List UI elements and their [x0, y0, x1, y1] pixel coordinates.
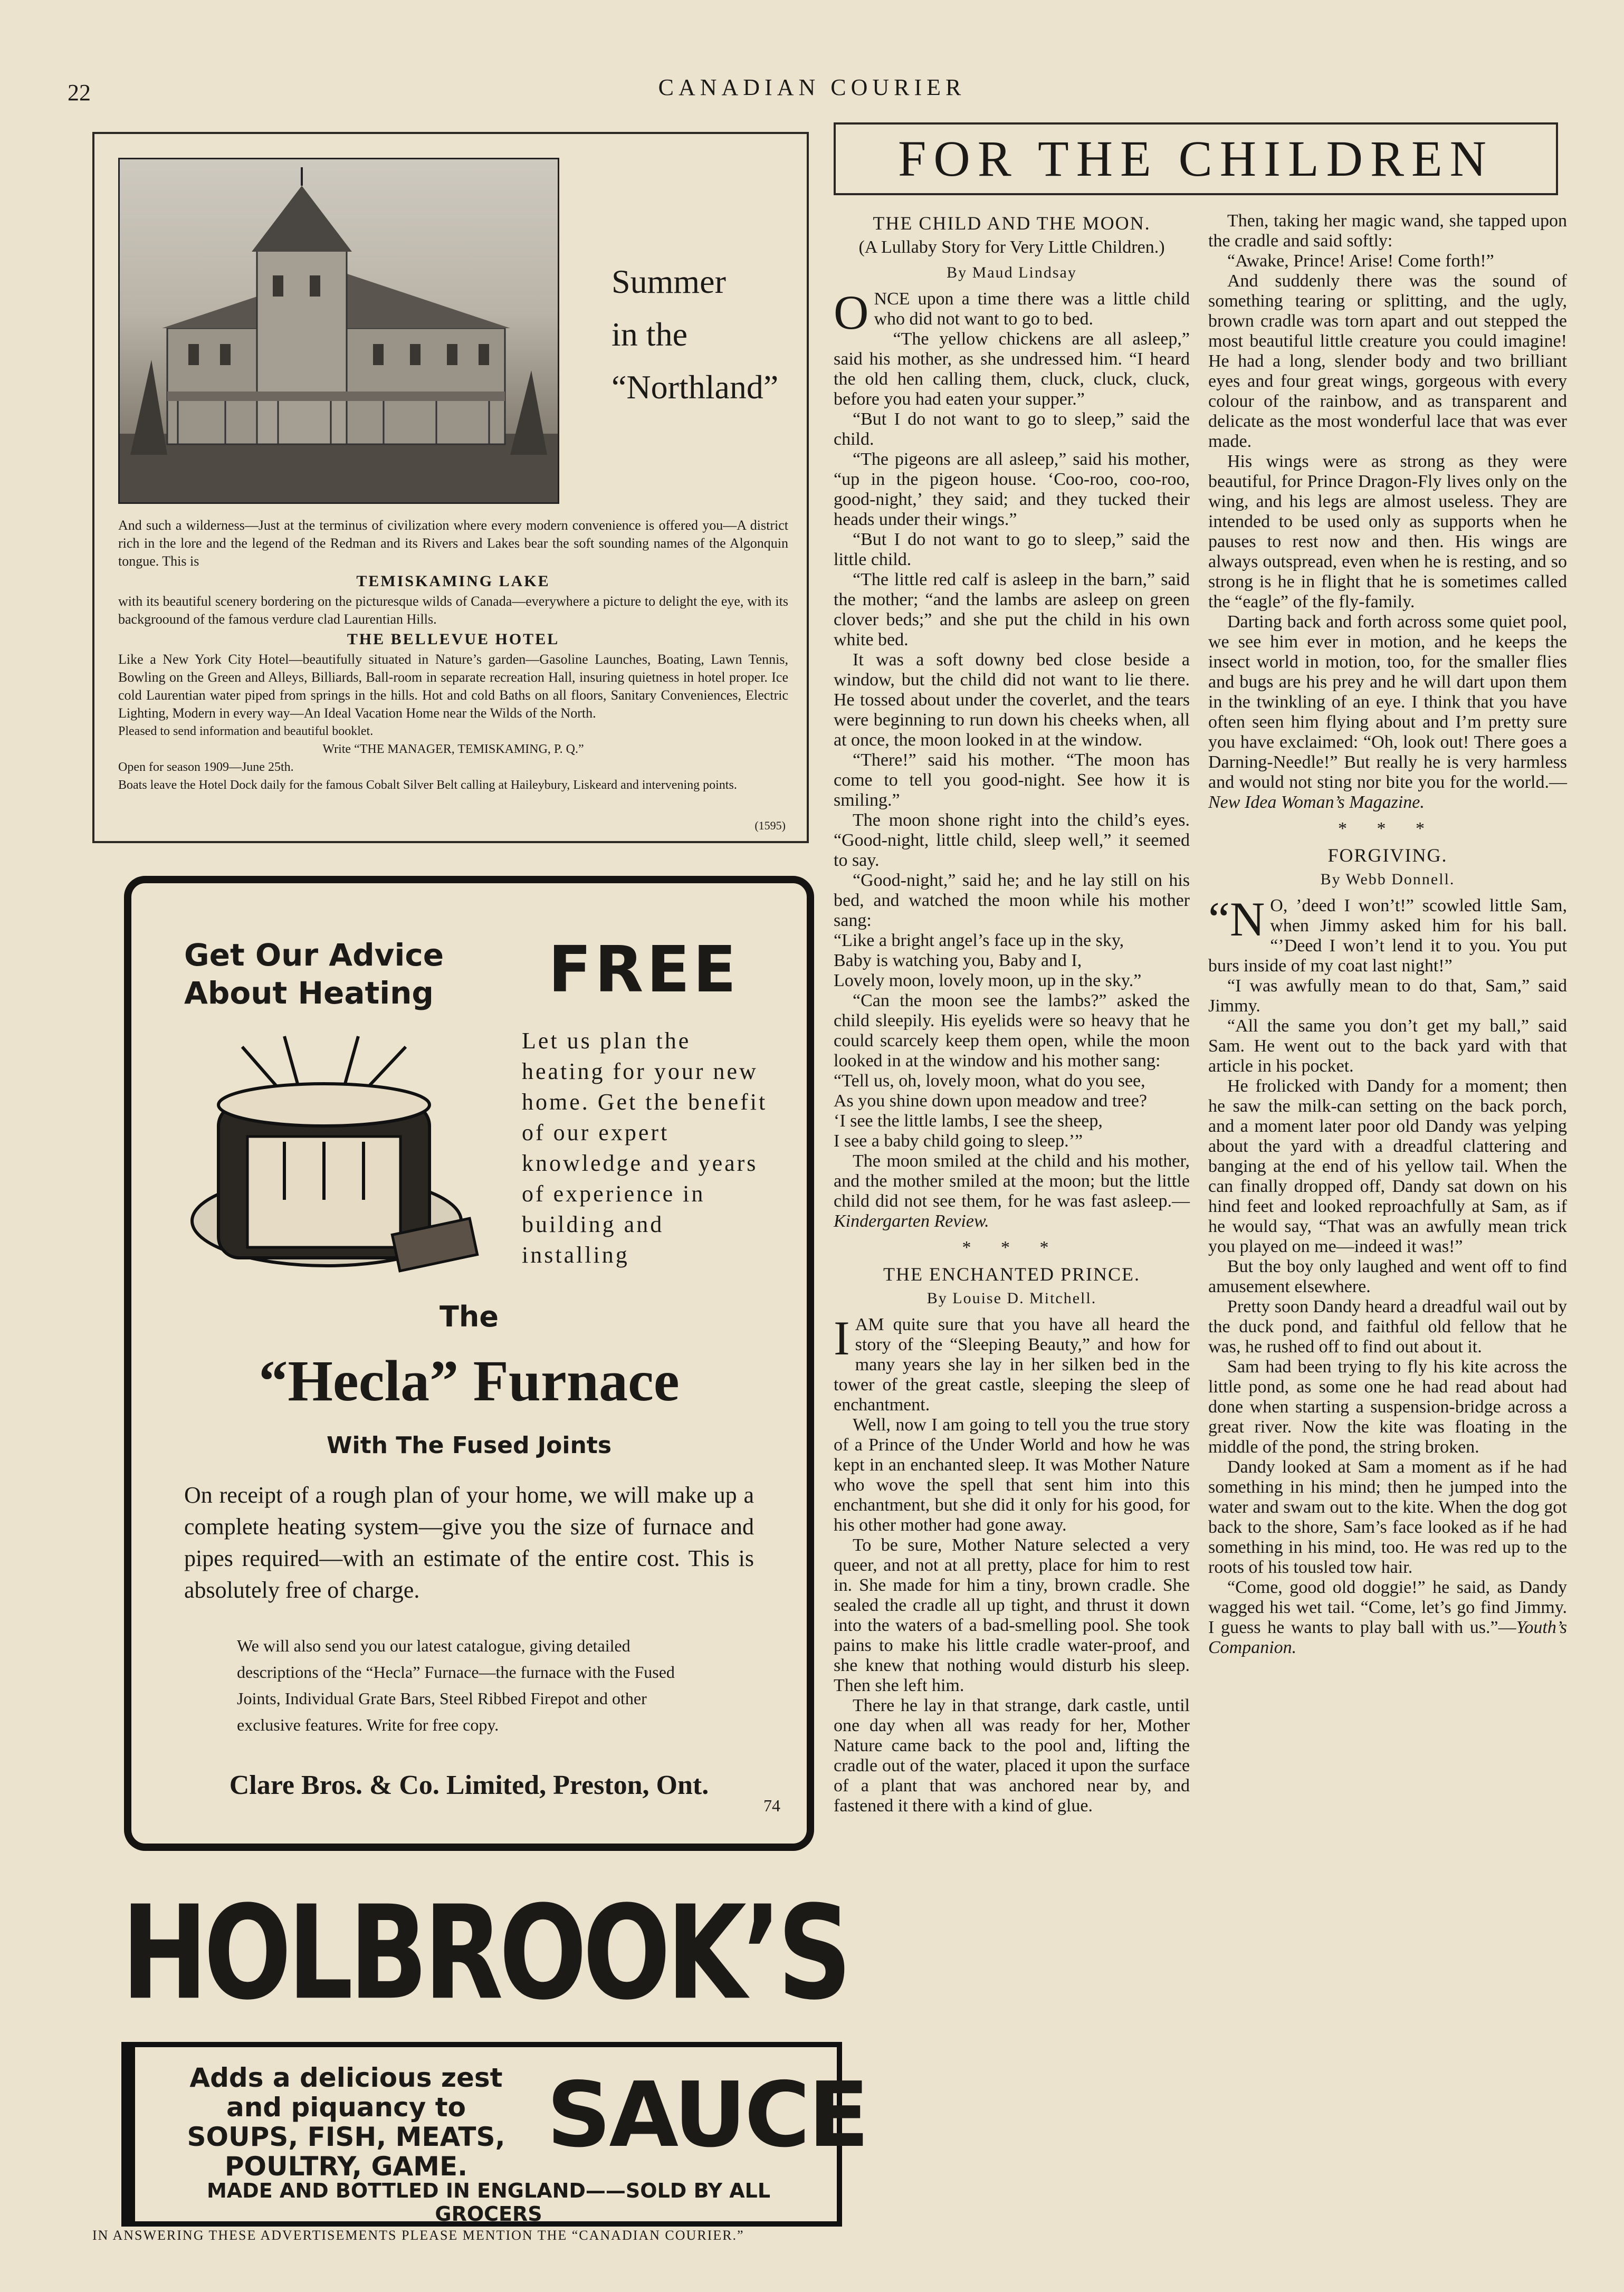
masthead: CANADIAN COURIER	[658, 74, 966, 100]
advice-line-1: Get Our Advice	[184, 937, 444, 973]
verse-line: As you shine down upon meadow and tree?	[834, 1091, 1147, 1111]
product-tagline: With The Fused Joints	[326, 1432, 612, 1459]
column-1	[834, 211, 1190, 1816]
paragraph: Well, now I am going to tell you the true story of a Prince of the Under World and how he was kept in an enchanted sleep. It was Mother Nature who wove the spell that sent him into this enchantment, but she did it only for his good, for his other mother had gone away.	[834, 1415, 1190, 1535]
verse-line: ‘I see the little lambs, I see the sheep,	[834, 1111, 1103, 1131]
paragraph: He frolicked with Dandy for a moment; then he saw the milk-can setting on the back porch, and a moment later poor old Dandy was yelping about the yard with a dreadful clattering and banging at the end of his yellow tail. When the can finally dropped off, Dandy sat down on his hind feet and looked reproachfully at Sam, as if he would say, “That was an awfully mean trick you played on me—indeed it was!”	[1208, 1076, 1567, 1256]
story3-source: Youth’s Companion.	[1208, 1618, 1567, 1657]
lake-text: with its beautiful scenery bordering on the picturesque wilds of Canada—everywhere a picture to delight the eye, with its backgroound of the famous verdure clad Laurentian Hills.	[118, 594, 788, 627]
ad-code: (1595)	[754, 819, 786, 832]
advice-heading	[184, 936, 444, 1012]
paragraph: “The yellow chickens are all asleep,” said his mother, as she undressed him. “I heard the old hen calling them, cluck, cluck, cluck, before you had eaten your supper.”	[834, 329, 1190, 409]
product-name: “Hecla” Furnace	[259, 1349, 680, 1413]
paragraph: The moon shone right into the child’s eyes. “Good-night, little child, sleep well,” it seemed to say.	[834, 810, 1190, 870]
paragraph: “But I do not want to go to sleep,” said the child.	[834, 409, 1190, 449]
paragraph: Sam had been trying to fly his kite across the little pond, as some one he had read about had done when starting a suspension-bridge across a great river. Now the kite was floating in the middle of the pond, the string broken.	[1208, 1357, 1567, 1457]
story1-end: The moon smiled at the child and his mother, and the mother smiled at the moon; but the little child did not see them, for he was fast asleep.—	[834, 1151, 1190, 1211]
zest-line-4: POULTRY, GAME.	[224, 2151, 468, 2182]
verse-line: “Like a bright angel’s face up in the sky,	[834, 931, 1124, 950]
column-2	[1208, 211, 1567, 1658]
receipt-text: On receipt of a rough plan of your home, we will make up a complete heating system—give you the size of furnace and pipes required—with an estimate of the entire cost. This is absolutely free of charge.	[184, 1482, 754, 1603]
headline-line-3: “Northland”	[612, 368, 779, 406]
free-heading: FREE	[548, 933, 740, 1007]
story2-dropcap: I	[834, 1311, 850, 1365]
story2-byline: By Louise D. Mitchell.	[926, 1290, 1097, 1307]
boats-text: Boats leave the Hotel Dock daily for the famous Cobalt Silver Belt calling at Haileybury, Liskeard and intervening points.	[118, 778, 737, 792]
ad-holbrook-sauce	[121, 2042, 867, 2227]
story3-byline: By Webb Donnell.	[1320, 871, 1455, 888]
paragraph: “All the same you don’t get my ball,” said Sam. He went out to the back yard with that article in his pocket.	[1208, 1016, 1567, 1076]
story2-last: Darting back and forth across some quiet pool, we see him ever in motion, and he keeps the insect world in motion, too, for the smaller flies and bugs are his prey and he will dart upon them in the twinkling of an eye. I think that you have often seen him flying about and I’m pretty sure you have exclaimed: “Oh, look out! There goes a Darning-Needle!” But really he is very harmless and would not sting nor bite you for the world.—	[1208, 612, 1567, 792]
catalogue-text: We will also send you our latest catalogue, giving detailed descriptions of the “Hecla” Furnace—the furnace with the Fused Joints, Individual Grate Bars, Steel Ribbed Firepot and other exclusive features. Write for free copy.	[237, 1636, 675, 1734]
paragraph: “There!” said his mother. “The moon has come to tell you good-night. See how it is smiling.”	[834, 750, 1190, 810]
booklet-text: Pleased to send information and beautiful booklet.	[118, 724, 374, 738]
company-name: Clare Bros. & Co. Limited, Preston, Ont.	[229, 1770, 709, 1800]
ad-number: 74	[763, 1796, 780, 1815]
paragraph: But the boy only laughed and went off to find amusement elsewhere.	[1208, 1257, 1567, 1296]
made-in-england: MADE AND BOTTLED IN ENGLAND——SOLD BY ALL GROCERS	[206, 2179, 771, 2226]
story3-first: O, ’deed I won’t!” scowled little Sam, when Jimmy asked him for his ball. “’Deed I won’t lend it to you. You put burs inside of my coat last night!”	[1208, 896, 1567, 976]
story1-first: NCE upon a time there was a little child who did not want to go to bed.	[874, 289, 1190, 329]
story2-first: AM quite sure that you have all heard the story of the “Sleeping Beauty,” and how for many years she lay in her silken bed in the tower of the great castle, sleeping the sleep of enchantment.	[834, 1315, 1190, 1415]
holbrook-brand: HOLBROOK’S	[121, 1878, 848, 2029]
furnace-illustration	[184, 1026, 480, 1300]
plan-text: Let us plan the heating for your new home. Get the benefit of our expert knowledge and years of experience in building and installing	[522, 1028, 768, 1268]
headline-line-1: Summer	[612, 263, 726, 300]
zest-line-2: and piquancy to	[226, 2092, 466, 2123]
section-title: FOR THE CHILDREN	[834, 122, 1558, 195]
zest-text	[167, 2063, 526, 2181]
paragraph: And suddenly there was the sound of something tearing or splitting, and the ugly, brown cradle was torn apart and out stepped the most beautiful little creature you could imagine! He had a long, slender body and two brilliant eyes and four great wings, gorgeous with every colour of the rainbow, and as transparent and delicate as the most wonderful lace that was ever made.	[1208, 271, 1567, 451]
zest-line-1: Adds a delicious zest	[189, 2062, 503, 2093]
the-label: The	[440, 1300, 499, 1333]
ad-hecla-furnace	[124, 876, 814, 1851]
verse-line: I see a baby child going to sleep.’”	[834, 1131, 1083, 1151]
headline-line-2: in the	[612, 316, 687, 353]
hotel-heading: THE BELLEVUE HOTEL	[347, 631, 560, 648]
story1-dropcap: O	[834, 285, 869, 339]
lake-heading: TEMISKAMING LAKE	[356, 572, 550, 590]
story3-dropcap: “N	[1208, 892, 1265, 946]
footer-note: IN ANSWERING THESE ADVERTISEMENTS PLEASE MENTION THE “CANADIAN COURIER.”	[92, 2228, 744, 2243]
story1-title: THE CHILD AND THE MOON.	[873, 213, 1151, 234]
paragraph: “Awake, Prince! Arise! Come forth!”	[1227, 251, 1494, 271]
advice-line-2: About Heating	[184, 975, 434, 1011]
paragraph: His wings were as strong as they were beautiful, for Prince Dragon-Fly lives only on the wing, and his legs are almost useless. They are intended to be used only as supports when he pauses to rest now and then. His wings are always outspread, even when he is resting, and so strong is he in flight that he is sometimes called the “eagle” of the fly-family.	[1208, 452, 1567, 612]
verse-line: “Tell us, oh, lovely moon, what do you see,	[834, 1071, 1145, 1091]
paragraph: “Good-night,” said he; and he lay still on his bed, and watched the moon while his mother sang:	[834, 871, 1190, 930]
story1-source: Kindergarten Review.	[834, 1211, 989, 1231]
ad-summer-headline	[612, 255, 778, 414]
section-divider: * * *	[1338, 819, 1437, 838]
story2-title: THE ENCHANTED PRINCE.	[883, 1264, 1140, 1285]
write-text: Write “THE MANAGER, TEMISKAMING, P. Q.”	[322, 742, 584, 756]
paragraph: Then, taking her magic wand, she tapped upon the cradle and said softly:	[1208, 211, 1567, 251]
zest-line-3: SOUPS, FISH, MEATS,	[187, 2122, 505, 2152]
paragraph: “The pigeons are all asleep,” said his mother, “up in the pigeon house. ‘Coo-roo, coo-roo, good-night,’ they said; and they tucked their heads under their wings.”	[834, 450, 1190, 529]
ad-summer-body	[118, 517, 788, 794]
sauce-label: SAUCE	[547, 2063, 867, 2167]
paragraph: “But I do not want to go to sleep,” said the little child.	[834, 530, 1190, 569]
paragraph: Pretty soon Dandy heard a dreadful wail out by the duck pond, and faithful old fellow that he was, he rushed off to find out about it.	[1208, 1297, 1567, 1357]
paragraph: “Can the moon see the lambs?” asked the child sleepily. His eyelids were so heavy that he could scarcely keep them open, while the moon looked in at the window and his mother sang:	[834, 991, 1190, 1071]
page-number: 22	[68, 80, 91, 106]
paragraph: It was a soft downy bed close beside a window, but the child did not want to lie there. He tossed about under the coverlet, and the tears were beginning to run down his cheeks when, all at once, the moon looked in at the window.	[834, 650, 1190, 750]
season-text: Open for season 1909—June 25th.	[118, 760, 294, 774]
paragraph: “The little red calf is asleep in the barn,” said the mother; “and the lambs are asleep on green clover beds;” and she put the child in his own white bed.	[834, 570, 1190, 650]
hotel-text: Like a New York City Hotel—beautifully situated in Nature’s garden—Gasoline Launches, Boating, Lawn Tennis, Bowling on the Green and Alleys, Billiards, Ball-room in separate recreation Hall, insuring quietness in hotel proper. Ice cold Laurentian water piped from springs in the hills. Hot and cold Baths on all floors, Sanitary Conveniences, Electric Lighting, Modern in every way—An Ideal Vacation Home near the Wilds of the North.	[118, 652, 788, 721]
ad-summer-northland	[92, 132, 809, 843]
paragraph: “I was awfully mean to do that, Sam,” said Jimmy.	[1208, 976, 1567, 1016]
hotel-photo	[118, 158, 559, 504]
story2-source: New Idea Woman’s Magazine.	[1208, 792, 1425, 812]
story3-title: FORGIVING.	[1327, 845, 1448, 866]
intro-text: And such a wilderness—Just at the terminus of civilization where every modern convenience is offered you—A district rich in the lore and the legend of the Redman and its Rivers and Lakes bear the soft sounding names of the Algonquin tongue. This is	[118, 518, 788, 569]
story3-last: “Come, good old doggie!” he said, as Dandy wagged his wet tail. “Come, let’s go find Jimmy. I guess he wants to play ball with us.”—	[1208, 1578, 1567, 1637]
section-divider: * * *	[962, 1238, 1062, 1257]
story1-subtitle: (A Lullaby Story for Very Little Children.)	[858, 237, 1165, 257]
verse-line: Lovely moon, lovely moon, up in the sky.”	[834, 971, 1142, 990]
story1-byline: By Maud Lindsay	[947, 264, 1077, 281]
verse-line: Baby is watching you, Baby and I,	[834, 951, 1082, 970]
paragraph: To be sure, Mother Nature selected a very queer, and not at all pretty, place for him to rest in. She made for him a tiny, brown cradle. She sealed the cradle all up tight, and thrust it down into the waters of a bad-smelling pool. She took pains to make his little cradle water-proof, and she knew that nothing would disturb his sleep. Then she left him.	[834, 1535, 1190, 1695]
paragraph: Dandy looked at Sam a moment as if he had something in his mind; then he jumped into the water and swam out to the kite. When the dog got back to the shore, Sam’s face looked as if he had something in his mind, too. He was red up to the roots of his tousled tow hair.	[1208, 1457, 1567, 1577]
paragraph: There he lay in that strange, dark castle, until one day when all was ready for her, Mother Nature came back to the pool and, lifting the cradle out of the water, placed it upon the surface of a plant that was anchored near by, and fastened it there with a kind of glue.	[834, 1696, 1190, 1816]
